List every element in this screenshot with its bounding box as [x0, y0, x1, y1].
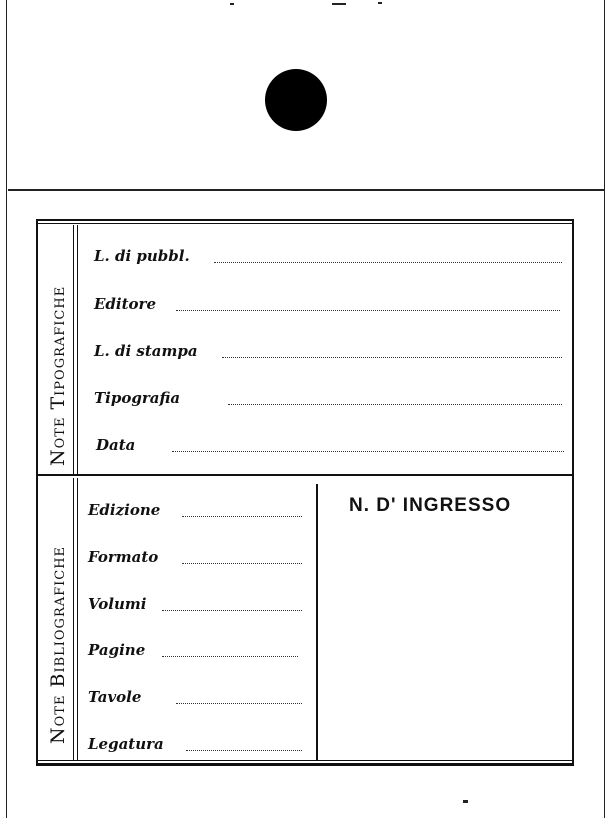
bibliografiche-label-rule — [73, 478, 74, 760]
field-label-edizione: Edizione — [88, 501, 161, 519]
field-line-pagine[interactable] — [162, 656, 298, 657]
card-right-edge — [604, 0, 605, 818]
note-tipografiche-label: Note Tipografiche — [47, 285, 69, 466]
field-label-pagine: Pagine — [88, 641, 146, 659]
field-line-data[interactable] — [172, 451, 564, 452]
field-label-editore: Editore — [94, 295, 156, 313]
scan-speck — [230, 3, 234, 5]
scan-speck — [463, 800, 468, 803]
field-label-volumi: Volumi — [88, 595, 147, 613]
field-label-luogo-pubblicazione: L. di pubbl. — [94, 247, 190, 265]
field-label-formato: Formato — [88, 548, 159, 566]
field-line-editore[interactable] — [176, 310, 560, 311]
field-line-volumi[interactable] — [162, 610, 302, 611]
frame-inner-top-rule — [36, 223, 574, 224]
card-fold-line — [8, 189, 604, 191]
field-line-legatura[interactable] — [186, 750, 302, 751]
field-line-tipografia[interactable] — [228, 404, 562, 405]
scan-speck — [332, 3, 346, 5]
tipografiche-label-rule-2 — [77, 225, 78, 474]
numero-ingresso-heading: N. D' INGRESSO — [349, 495, 512, 516]
field-label-tavole: Tavole — [88, 688, 142, 706]
scan-speck — [378, 2, 382, 4]
field-line-edizione[interactable] — [182, 516, 302, 517]
field-label-tipografia: Tipografia — [94, 389, 181, 407]
field-line-formato[interactable] — [182, 563, 302, 564]
tipografiche-label-rule — [73, 225, 74, 474]
card-left-edge — [6, 0, 7, 818]
field-line-luogo-stampa[interactable] — [222, 357, 562, 358]
field-label-legatura: Legatura — [88, 735, 164, 753]
frame-inner-bottom-rule — [36, 760, 574, 761]
note-bibliografiche-label: Note Bibliografiche — [47, 545, 69, 744]
bibliografiche-label-rule-2 — [77, 478, 78, 760]
field-label-data: Data — [96, 436, 136, 454]
field-line-luogo-pubblicazione[interactable] — [214, 262, 562, 263]
punch-hole-icon — [265, 69, 327, 131]
field-label-luogo-stampa: L. di stampa — [94, 342, 198, 360]
section-divider — [38, 474, 572, 476]
ingresso-column-divider — [316, 484, 318, 760]
field-line-tavole[interactable] — [176, 703, 302, 704]
